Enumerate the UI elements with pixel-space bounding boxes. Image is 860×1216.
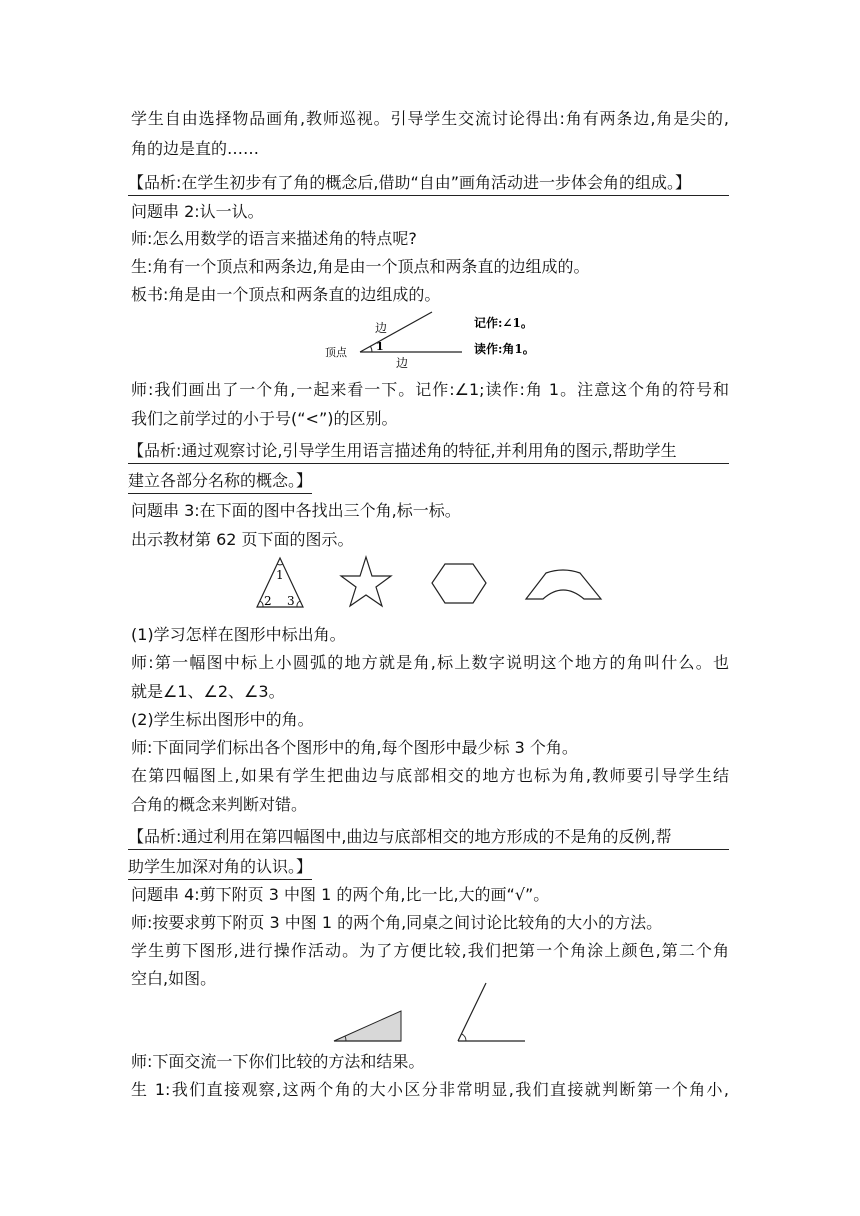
- question-3-heading: 问题串 3:在下面的图中各找出三个角,标一标。: [131, 501, 461, 520]
- paragraph-line: 出示教材第 62 页下面的图示。: [131, 530, 354, 549]
- commentary-3-line2: 助学生加深对角的认识。】: [128, 856, 312, 880]
- question-4-heading: 问题串 4:剪下附页 3 中图 1 的两个角,比一比,大的画“√”。: [131, 885, 550, 904]
- commentary-3-line1: 【品析:通过利用在第四幅图中,曲边与底部相交的地方形成的不是角的反例,帮: [128, 826, 729, 850]
- paragraph-line: 就是∠1、∠2、∠3。: [131, 682, 285, 701]
- arch-shape: [526, 570, 601, 599]
- paragraph-line: 我们之前学过的小于号(“<”)的区别。: [131, 409, 398, 428]
- angle-diagram: [320, 310, 550, 372]
- paragraph-line: 学生剪下图形,进行操作活动。为了方便比较,我们把第一个角涂上颜色,第二个角: [131, 941, 729, 960]
- star-shape: [341, 557, 391, 606]
- paragraph-line: 生 1:我们直接观察,这两个角的大小区分非常明显,我们直接就判断第一个角小,: [131, 1080, 729, 1099]
- notation-label: 记作:∠1。: [474, 316, 533, 330]
- blank-angle: [458, 983, 525, 1041]
- triangle-label-3: 3: [287, 594, 295, 608]
- triangle-shape: [257, 558, 303, 608]
- vertex-label: 顶点: [325, 346, 347, 359]
- hexagon-shape: [432, 564, 486, 603]
- angle-comparison-figure: [330, 980, 530, 1046]
- triangle-label-1: 1: [276, 568, 284, 582]
- side-bottom-label: 边: [396, 356, 409, 370]
- angle-number-label: 1: [376, 340, 384, 353]
- triangle-label-2: 2: [264, 594, 272, 608]
- paragraph-line: 师:下面交流一下你们比较的方法和结果。: [131, 1052, 425, 1071]
- shaded-angle: [334, 1011, 401, 1041]
- commentary-2-line2: 建立各部分名称的概念。】: [128, 470, 312, 494]
- commentary-1: 【品析:在学生初步有了角的概念后,借助“自由”画角活动进一步体会角的组成。】: [128, 172, 729, 196]
- paragraph-line: 角的边是直的……: [131, 139, 260, 158]
- paragraph-line: 生:角有一个顶点和两条边,角是由一个顶点和两条直的边组成的。: [131, 257, 590, 276]
- question-2-heading: 问题串 2:认一认。: [131, 202, 264, 221]
- paragraph-line: 师:按要求剪下附页 3 中图 1 的两个角,同桌之间讨论比较角的大小的方法。: [131, 913, 663, 932]
- shapes-figure: [250, 555, 610, 613]
- paragraph-line: 板书:角是由一个顶点和两条直的边组成的。: [131, 285, 441, 304]
- paragraph-line: 学生自由选择物品画角,教师巡视。引导学生交流讨论得出:角有两条边,角是尖的,: [131, 109, 729, 128]
- paragraph-line: 师:下面同学们标出各个图形中的角,每个图形中最少标 3 个角。: [131, 738, 578, 757]
- side-top-label: 边: [375, 321, 388, 335]
- paragraph-line: (1)学习怎样在图形中标出角。: [131, 625, 346, 644]
- paragraph-line: 合角的概念来判断对错。: [131, 795, 308, 814]
- paragraph-line: 空白,如图。: [131, 969, 217, 988]
- reading-label: 读作:角1。: [474, 342, 535, 356]
- commentary-2-line1: 【品析:通过观察讨论,引导学生用语言描述角的特征,并利用角的图示,帮助学生: [128, 440, 729, 464]
- paragraph-line: 师:第一幅图中标上小圆弧的地方就是角,标上数字说明这个地方的角叫什么。也: [131, 653, 729, 672]
- paragraph-line: 师:我们画出了一个角,一起来看一下。记作:∠1;读作:角 1。注意这个角的符号和: [131, 380, 729, 399]
- paragraph-line: 师:怎么用数学的语言来描述角的特点呢?: [131, 229, 417, 248]
- paragraph-line: 在第四幅图上,如果有学生把曲边与底部相交的地方也标为角,教师要引导学生结: [131, 766, 729, 785]
- paragraph-line: (2)学生标出图形中的角。: [131, 710, 314, 729]
